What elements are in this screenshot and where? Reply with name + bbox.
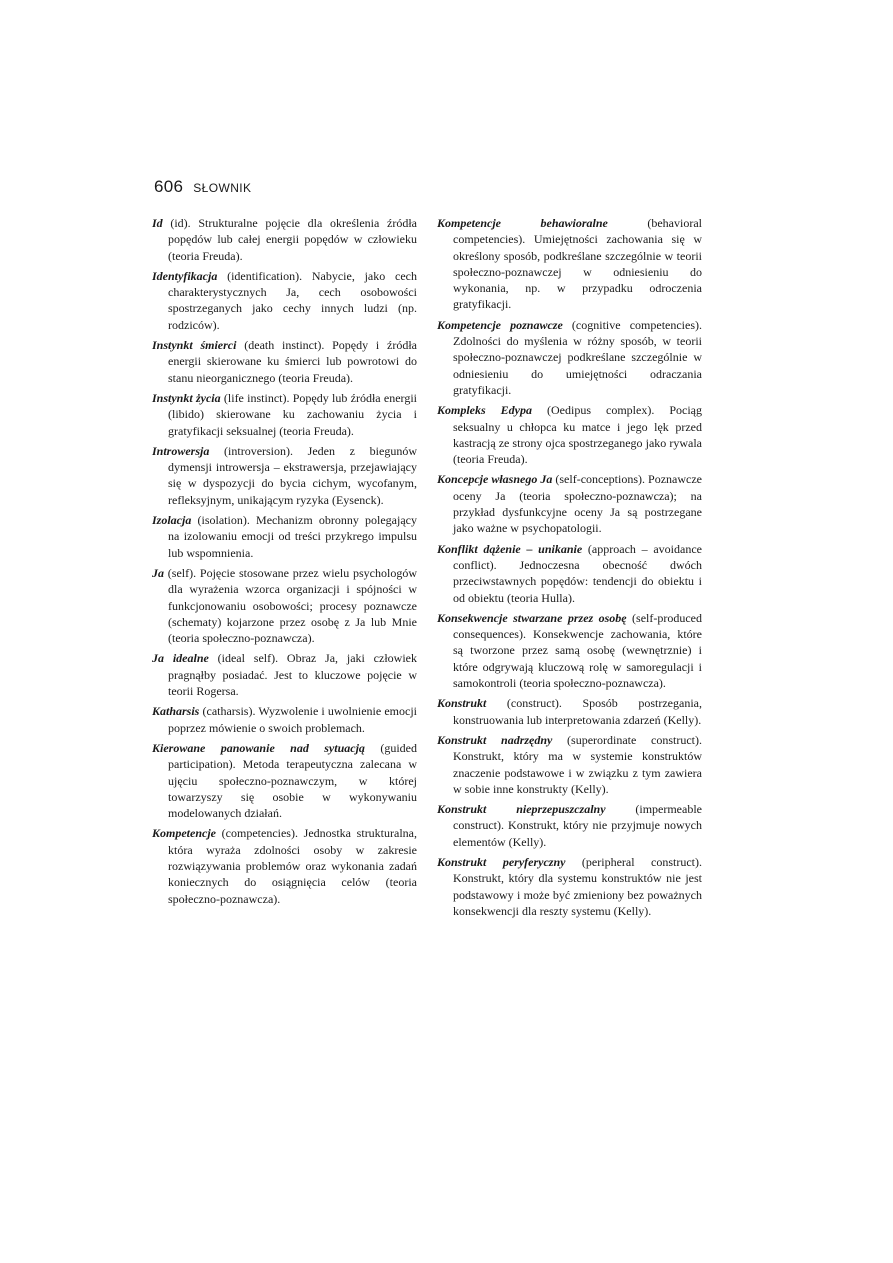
entry-term: Konsekwencje stwarzane przez osobę — [437, 610, 627, 625]
entry-term: Kompetencje behawioralne — [437, 216, 608, 230]
entry-term: Konstrukt peryferyczny — [437, 854, 566, 869]
entry-term: Kierowane panowanie nad sytuacją — [152, 740, 365, 755]
glossary-entry — [152, 740, 417, 821]
glossary-entry — [152, 443, 417, 508]
entry-definition: (catharsis). Wyzwolenie i uwolnienie emocji poprzez mówienie o swoich problemach. — [168, 704, 417, 735]
entry-definition: (approach – avoidance conflict). Jednoczesna obecność dwóch przeciwstawnych popędów: tendencji do obiektu i od obiektu (teoria Hulla). — [453, 541, 702, 605]
entry-term: Izolacja — [152, 513, 192, 528]
entry-definition: (self-conceptions). Poznawcze oceny Ja (teoria społeczno-poznawcza); na przykład dysfunkcyjne oceny Ja są postrzegane jako ważne w psychopatologii. — [453, 472, 702, 536]
entry-term: Identyfikacja — [152, 268, 218, 283]
glossary-entry — [152, 825, 417, 906]
glossary-entry — [152, 512, 417, 561]
entry-term: Konflikt dążenie – unikanie — [437, 541, 583, 556]
entry-definition: (competencies). Jednostka strukturalna, która wyraża zdolności osoby w zakresie rozwiązywania problemów oraz wykonania zadań koniecznych do osiągnięcia celów (teoria społeczno-poznawcza). — [168, 826, 417, 906]
entry-definition: (guided participation). Metoda terapeutyczna zalecana w ujęciu społeczno-poznawczym, w której towarzyszy się osobie w wykonywaniu modelowanych działań. — [168, 740, 418, 821]
glossary-entry — [437, 610, 702, 691]
glossary-entry — [437, 801, 702, 850]
entry-term: Introwersja — [152, 443, 210, 458]
page-number: 606 — [154, 177, 184, 196]
entry-definition: (life instinct). Popędy lub źródła energii (libido) skierowane ku zachowaniu życia i gratyfikacji seksualnej (teoria Freuda). — [168, 390, 418, 438]
entry-definition: (introversion). Jeden z biegunów dymensji introwersja – ekstrawersja, przejawiający się w dyspozycji do bycia cichym, wycofanym, refleksyjnym, unikającym ryzyka (Eysenck). — [168, 443, 417, 507]
entry-definition: (isolation). Mechanizm obronny polegający na izolowaniu emocji od treści przykrego impulsu lub wspomnienia. — [168, 513, 417, 560]
glossary-entry — [152, 650, 417, 699]
section-title: SŁOWNIK — [193, 181, 252, 195]
entry-term: Konstrukt nadrzędny — [437, 732, 553, 747]
glossary-entry — [437, 732, 702, 797]
entry-definition: (self). Pojęcie stosowane przez wielu psychologów dla wyrażenia wzorca organizacji i spójności w funkcjonowaniu osobowości; procesy poznawcze (schematy) kojarzone przez osobę z Ja lub Mnie (teoria społeczno-poznawcza). — [164, 565, 417, 646]
glossary-entry — [437, 317, 702, 398]
glossary-entry — [437, 854, 702, 919]
entry-term: Kompetencje poznawcze — [437, 317, 563, 332]
glossary-entry — [152, 215, 417, 264]
entry-definition: (superordinate construct). Konstrukt, który ma w systemie konstruktów znaczenie podstawowe i w związku z tym zawiera w sobie inne konstrukty (Kelly). — [453, 732, 702, 796]
glossary-entry — [152, 390, 417, 439]
entry-definition: (peripheral construct). Konstrukt, który dla systemu konstruktów nie jest podstawowy i może być zmieniony bez poważnych konsekwencji dla reszty systemu (Kelly). — [453, 854, 703, 918]
entry-term: Id — [152, 216, 163, 230]
entry-definition: (identification). Nabycie, jako cech charakterystycznych Ja, cech osobowości spostrzeganych jako cechy innych ludzi (np. rodziców). — [168, 268, 417, 332]
page-header — [154, 177, 251, 197]
entry-term: Katharsis — [152, 704, 200, 719]
entry-term: Instynkt życia — [152, 390, 221, 405]
glossary-entry — [437, 471, 702, 536]
entry-definition: (ideal self). Obraz Ja, jaki człowiek pragnąłby posiadać. Jest to kluczowe pojęcie w teorii Rogersa. — [168, 651, 417, 699]
glossary-entry — [152, 565, 417, 646]
entry-term: Kompleks Edypa — [437, 403, 533, 418]
glossary-entry — [437, 695, 702, 728]
entry-definition: (Oedipus complex). Pociąg seksualny u chłopca ku matce i jego lęk przed kastracją ze strony ojca spostrzeganego jako rywala (teoria Freuda). — [453, 403, 703, 467]
entry-definition: (cognitive competencies). Zdolności do myślenia w różny sposób, w teorii społeczno-poznawczej podkreślane szczególnie w odniesieniu do umiejętności odraczania gratyfikacji. — [453, 317, 703, 397]
left-column — [152, 215, 417, 911]
entry-term: Ja idealne — [152, 651, 209, 666]
glossary-entry — [152, 703, 417, 736]
entry-term: Kompetencje — [152, 826, 216, 841]
glossary-entry — [437, 215, 702, 313]
glossary-entry — [437, 541, 702, 606]
entry-term: Koncepcje własnego Ja — [437, 472, 553, 487]
entry-definition: (impermeable construct). Konstrukt, który nie przyjmuje nowych elementów (Kelly). — [453, 802, 702, 849]
glossary-entry — [152, 268, 417, 333]
entry-term: Instynkt śmierci — [152, 338, 237, 353]
glossary-entry — [437, 402, 702, 467]
entry-term: Konstrukt — [437, 696, 487, 711]
entry-term: Ja — [152, 565, 164, 580]
entry-definition: (death instinct). Popędy i źródła energii skierowane ku śmierci lub powrotowi do stanu nieorganicznego (teoria Freuda). — [168, 338, 417, 385]
entry-definition: (behavioral competencies). Umiejętności zachowania się w określony sposób, podkreślane szczególnie w teorii społeczno-poznawczej w odniesieniu do wykonania, np. w przypadku odroczenia gratyfikacji. — [453, 216, 702, 312]
entry-definition: (construct). Sposób postrzegania, konstruowania lub interpretowania zdarzeń (Kelly). — [453, 696, 702, 727]
entry-definition: (self-produced consequences). Konsekwencje zachowania, które są tworzone przez samą osobę (wewnętrznie) i które odgrywają kluczową rolę w samoregulacji i samokontroli (teoria społeczno-poznawcza). — [453, 610, 702, 691]
entry-term: Konstrukt nieprzepuszczalny — [437, 802, 606, 817]
entry-definition: (id). Strukturalne pojęcie dla określenia źródła popędów lub całej energii popędów w człowieku (teoria Freuda). — [162, 216, 417, 263]
glossary-entry — [152, 337, 417, 386]
right-column — [437, 215, 702, 923]
